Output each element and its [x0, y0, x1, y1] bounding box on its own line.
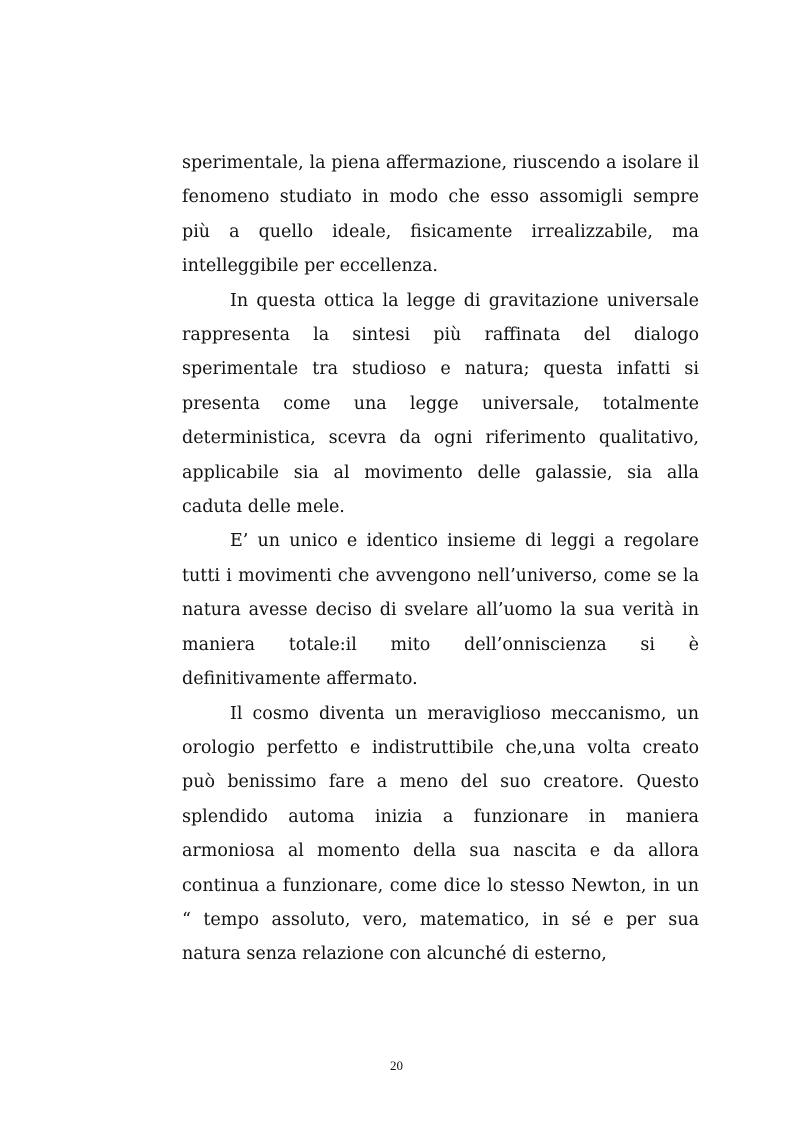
body-text: [182, 146, 699, 972]
paragraph-2: In questa ottica la legge di gravitazione universale rappresenta la sintesi più raffinata del dialogo sperimentale tra studioso e natura; questa infatti si presenta come una legge universale, totalmente deterministica, scevra da ogni riferimento qualitativo, applicabile sia al movimento delle galassie, sia alla caduta delle mele.: [182, 290, 699, 518]
page-number: 20: [390, 1058, 403, 1073]
paragraph-4: Il cosmo diventa un meraviglioso meccanismo, un orologio perfetto e indistruttibile che,una volta creato può benissimo fare a meno del suo creatore. Questo splendido automa inizia a funzionare in maniera armoniosa al momento della sua nascita e da allora continua a funzionare, come dice lo stesso Newton, in un “ tempo assoluto, vero, matematico, in sé e per sua natura senza relazione con alcunché di esterno,: [182, 703, 699, 965]
paragraph-1: sperimentale, la piena affermazione, riuscendo a isolare il fenomeno studiato in modo che esso assomigli sempre più a quello ideale, fisicamente irrealizzabile, ma intelleggibile per eccellenza.: [182, 153, 699, 277]
paragraph-3: E’ un unico e identico insieme di leggi a regolare tutti i movimenti che avvengono nell’universo, come se la natura avesse deciso di svelare all’uomo la sua verità in maniera totale:il mito dell’onniscienza si è definitivamente affermato.: [182, 531, 699, 690]
